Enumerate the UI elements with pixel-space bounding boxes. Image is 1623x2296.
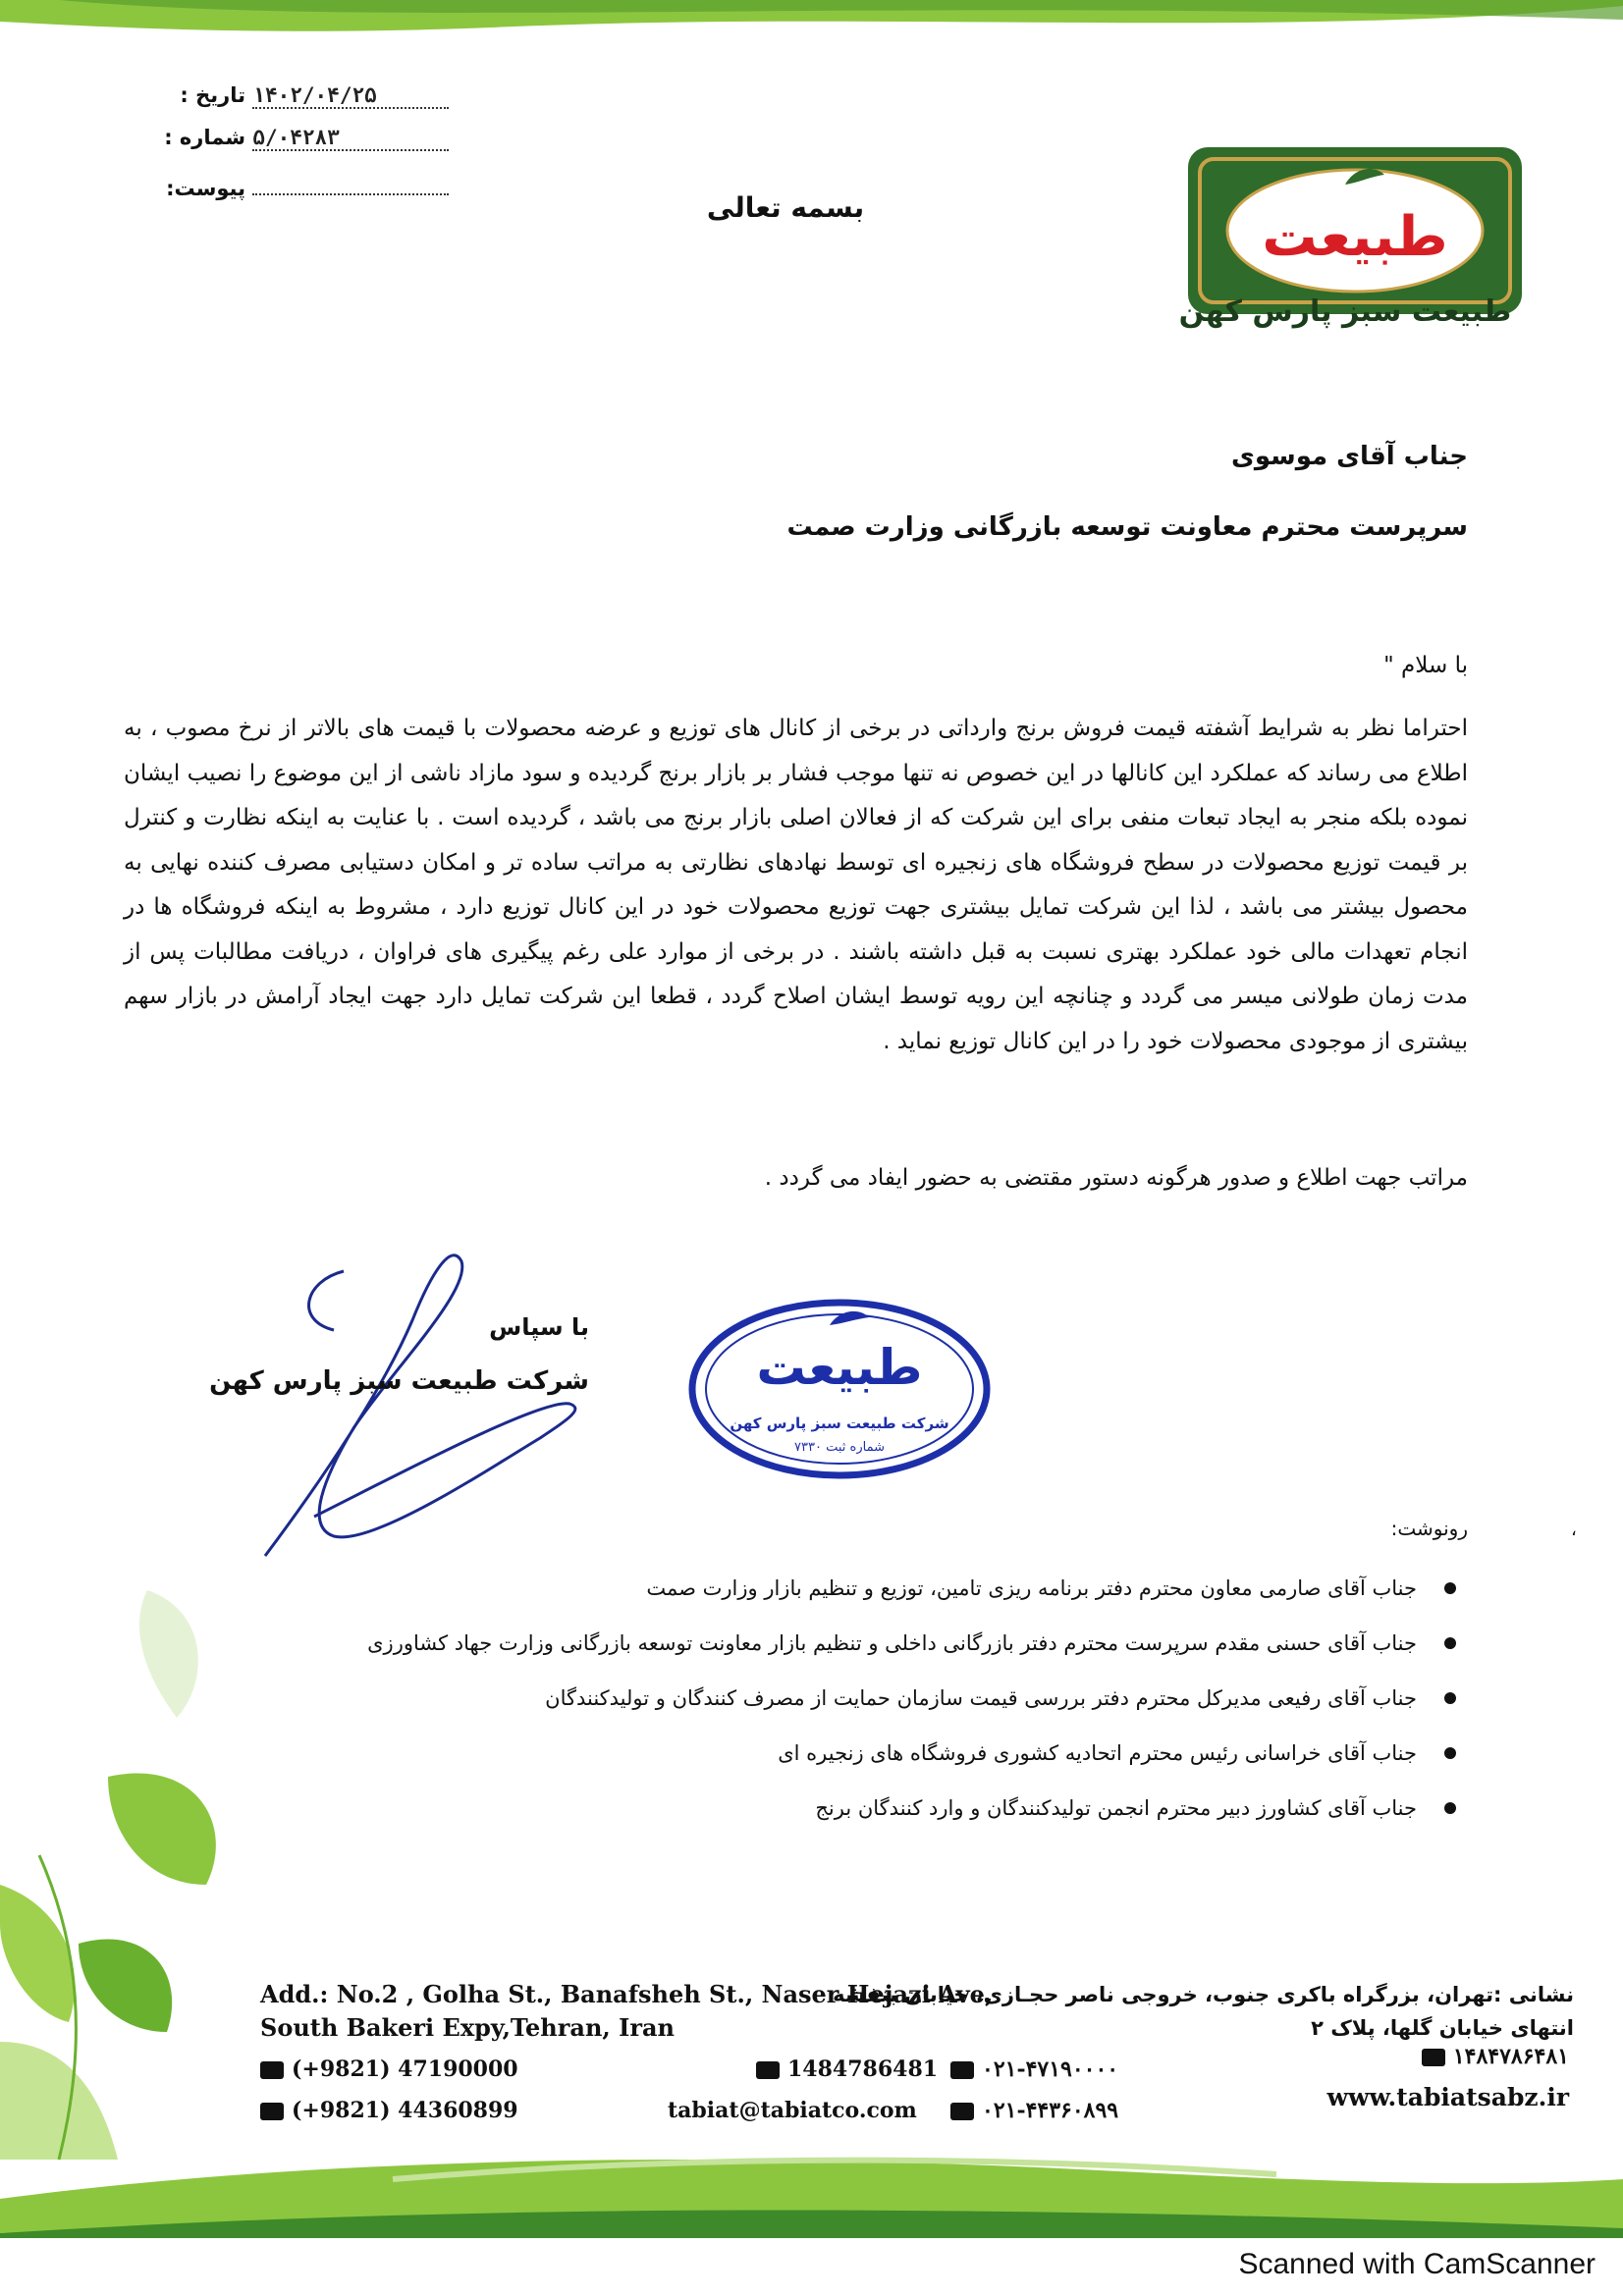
date-label: تاریخ :	[180, 83, 245, 107]
leaf-decoration	[0, 1531, 236, 2169]
attachment-label: پیوست:	[166, 177, 245, 200]
svg-text:شرکت طبیعت سبز پارس کهن: شرکت طبیعت سبز پارس کهن	[730, 1415, 949, 1432]
cc-label: رونوشت:	[1390, 1517, 1468, 1540]
mail-icon	[1422, 2049, 1445, 2066]
svg-text:طبیعت: طبیعت	[756, 1339, 923, 1396]
bullet-icon	[1444, 1582, 1456, 1594]
company-logo	[1178, 137, 1532, 373]
fax-en: (+9821) 44360899	[260, 2098, 518, 2123]
bullet-icon	[1444, 1692, 1456, 1704]
bottom-wave-decoration	[0, 2140, 1623, 2258]
bullet-icon	[1444, 1802, 1456, 1814]
address-en-line2: South Bakeri Expy,Tehran, Iran	[260, 2013, 675, 2042]
cc-item: جناب آقای صارمی معاون محترم دفتر برنامه ریزی تامین، توزیع و تنظیم بازار وزارت صمت	[278, 1561, 1456, 1616]
cc-item: جناب آقای کشاورز دبیر محترم انجمن تولیدکنندگان و وارد کنندگان برنج	[278, 1781, 1456, 1836]
bismillah-heading: بسمه تعالی	[706, 191, 865, 224]
fax-icon	[950, 2103, 974, 2120]
signoff-thanks: با سپاس	[489, 1313, 589, 1341]
recipient-name: جناب آقای موسوی	[1231, 442, 1468, 471]
company-stamp	[682, 1296, 997, 1482]
greeting: با سلام "	[1383, 653, 1468, 678]
address-en-line1: Add.: No.2 , Golha St., Banafsheh St., Naser Hejazi Ave,	[260, 1980, 994, 2008]
svg-text:شماره ثبت ۷۳۳۰: شماره ثبت ۷۳۳۰	[794, 1440, 885, 1455]
bullet-icon	[1444, 1747, 1456, 1759]
handwritten-signature	[245, 1232, 599, 1566]
number-value: ۵/۰۴۲۸۳	[252, 126, 449, 151]
cc-list	[278, 1561, 1456, 1836]
phone-icon	[950, 2061, 974, 2079]
cc-item: جناب آقای رفیعی مدیرکل محترم دفتر بررسی قیمت سازمان حمایت از مصرف کنندگان و تولیدکنندگان	[278, 1671, 1456, 1726]
recipient-title: سرپرست محترم معاونت توسعه بازرگانی وزارت صمت	[786, 512, 1468, 542]
email[interactable]: tabiat@tabiatco.com	[668, 2098, 917, 2123]
svg-text:طبیعت: طبیعت	[1262, 205, 1448, 269]
bullet-icon	[1444, 1637, 1456, 1649]
mail-icon	[756, 2061, 780, 2079]
pobox-fa: ۱۴۸۴۷۸۶۴۸۱	[1422, 2044, 1569, 2069]
company-subtitle: طبیعت سبز پارس کهن	[1178, 294, 1512, 329]
website[interactable]: www.tabiatsabz.ir	[1326, 2083, 1569, 2111]
date-value: ۱۴۰۲/۰۴/۲۵	[252, 83, 449, 109]
number-label: شماره :	[164, 126, 245, 149]
attachment-value	[252, 193, 449, 195]
fax-fa: ۰۲۱-۴۴۳۶۰۸۹۹	[950, 2098, 1118, 2123]
cc-mark: ،	[1571, 1520, 1577, 1540]
fax-icon	[260, 2103, 284, 2120]
signoff-company: شرکت طبیعت سبز پارس کهن	[209, 1366, 589, 1396]
attachment-field	[147, 177, 471, 200]
scanner-watermark: Scanned with CamScanner	[1238, 2248, 1596, 2280]
date-field	[147, 83, 471, 109]
number-field	[147, 126, 471, 151]
cc-item: جناب آقای خراسانی رئیس محترم اتحادیه کشوری فروشگاه های زنجیره ای	[278, 1726, 1456, 1781]
cc-item: جناب آقای حسنی مقدم سرپرست محترم دفتر بازرگانی داخلی و تنظیم بازار معاونت توسعه بازرگانی وزارت جهاد کشاورزی	[278, 1616, 1456, 1671]
address-fa-line1: نشانی :تهران، بزرگراه باکری جنوب، خروجی ناصر حجـازی، خیابان بنفشه	[833, 1983, 1574, 2006]
phone-icon	[260, 2061, 284, 2079]
letter-body: احتراما نظر به شرایط آشفته قیمت فروش برنج وارداتی در برخی از کانال های توزیع و عرضه محصولات با قیمت های بالاتر از نرخ مصوب ، به اطلاع می رساند که عملکرد این کانالها در این خصوص نه تنها موجب فشار بر بازار برنج گردیده و سود مازاد ناشی از این موضوع را نصیب ایشان نموده بلکه منجر به ایجاد تبعات منفی برای این شرکت که از فعالان اصلی بازار برنج می باشد ، گردیده است . با عنایت به اینکه نظارت و کنترل بر قیمت توزیع محصولات در سطح فروشگاه های زنجیره ای توسط نهادهای نظارتی به مراتب ساده تر و امکان دستیابی مصرف کننده نهایی به محصول بیشتر می باشد ، لذا این شرکت تمایل بیشتری جهت توزیع محصولات خود در این کانال توزیع دارد ، مشروط به اینکه فروشگاه ها در انجام تعهدات مالی خود عملکرد بهتری نسبت به قبل داشته باشند . در برخی از موارد علی رغم پیگیری های فراوان ، دریافت مطالبات پس از مدت زمان طولانی میسر می گردد و چنانچه این رویه توسط ایشان اصلاح گردد ، قطعا این شرکت تمایل دارد جهت ایجاد آرامش در بازار سهم بیشتری از موجودی محصولات خود را در این کانال توزیع نماید .	[124, 716, 1468, 1054]
address-fa-line2: انتهای خیابان گلها، پلاک ۲	[1311, 2016, 1574, 2040]
top-wave-decoration	[0, 0, 1623, 69]
footer-address-fa	[833, 1978, 1574, 2045]
tel-en: (+9821) 47190000	[260, 2056, 518, 2082]
pobox-en: 1484786481	[756, 2056, 938, 2082]
closing-sentence: مراتب جهت اطلاع و صدور هرگونه دستور مقتضی به حضور ایفاد می گردد .	[764, 1165, 1468, 1191]
tel-fa: ۰۲۱-۴۷۱۹۰۰۰۰	[950, 2056, 1118, 2082]
